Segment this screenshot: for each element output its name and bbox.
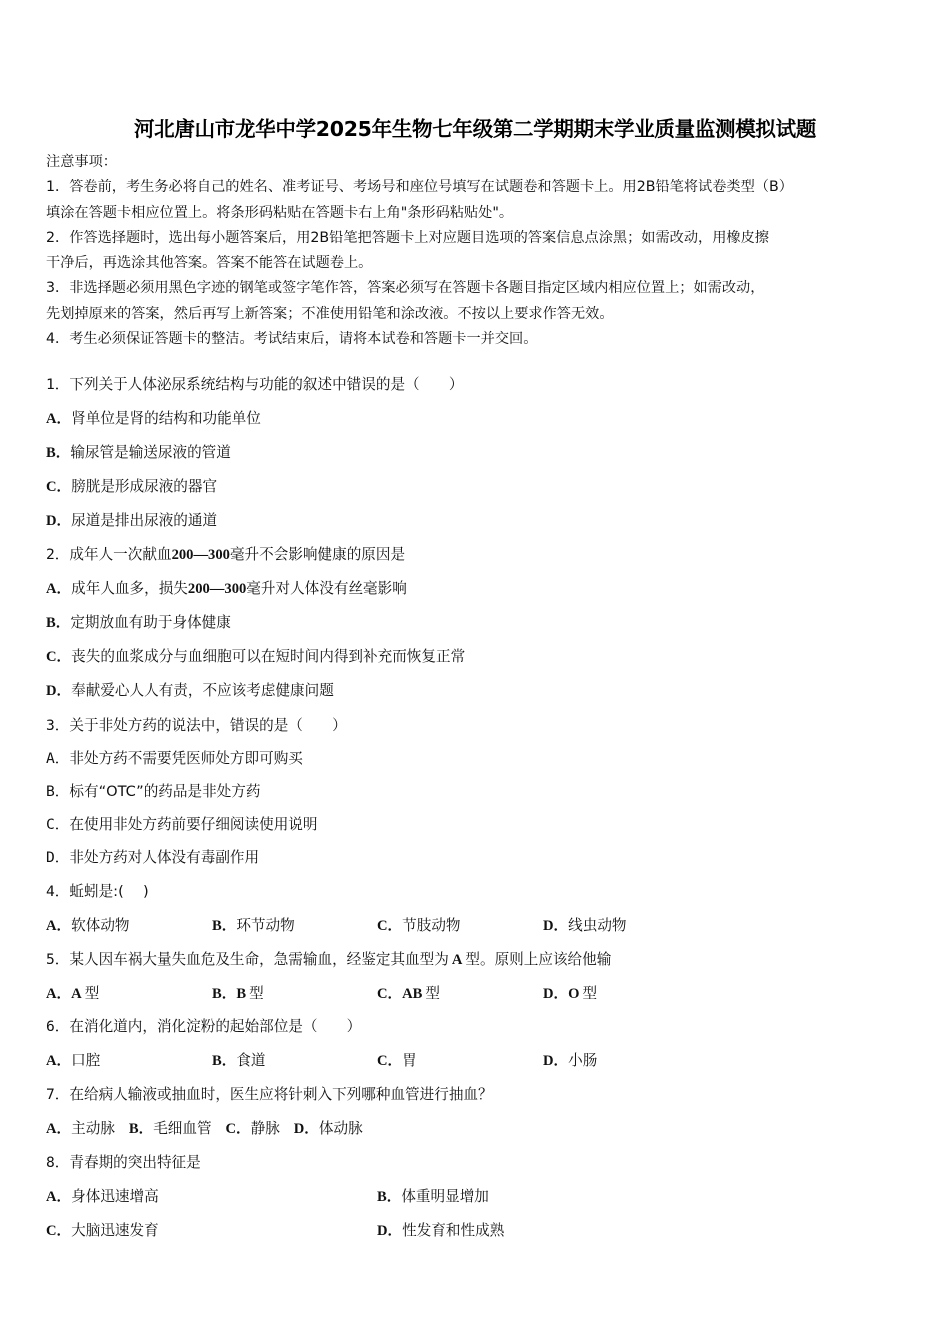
option-text: 毛细血管: [153, 1120, 212, 1137]
option-letter: C．: [46, 479, 72, 495]
option-number-value: 200—300: [187, 581, 247, 597]
option-letter: A．: [46, 1053, 72, 1069]
option-text: 主动脉: [71, 1120, 115, 1137]
option-letter: C．: [46, 816, 70, 833]
question-number: 3．: [46, 717, 70, 734]
question-text: 青春期的突出特征是: [69, 1154, 201, 1171]
options-row: [46, 983, 926, 1005]
option-text: 身体迅速增高: [71, 1188, 159, 1205]
option-code: B: [236, 986, 247, 1002]
option-letter: C．: [377, 986, 403, 1002]
question-text: 在消化道内，消化淀粉的起始部位是（ ）: [69, 1018, 362, 1035]
question-number: 6．: [46, 1018, 70, 1035]
options-row: [46, 1050, 926, 1072]
option-text: 节肢动物: [402, 917, 461, 934]
option-letter: B．: [46, 445, 71, 461]
question-stem: [46, 374, 463, 396]
option-letter: D．: [46, 849, 70, 866]
options-row: [46, 915, 926, 937]
option-letter: C．: [225, 1121, 251, 1137]
option-letter: C．: [377, 918, 403, 934]
option-text: 静脉: [250, 1120, 280, 1137]
option-letter: D．: [543, 1053, 569, 1069]
option-b: [46, 781, 260, 803]
question-text: 在给病人输液或抽血时，医生应将针刺入下列哪种血管进行抽血？: [69, 1086, 493, 1103]
instructions-heading: 注意事项：: [46, 154, 117, 170]
question-number: 5．: [46, 951, 70, 968]
page-title: 河北唐山市龙华中学2025年生物七年级第二学期期末学业质量监测模拟试题: [133, 117, 817, 141]
instructions-section: [46, 150, 926, 352]
option-letter: D．: [46, 513, 72, 529]
option-b: [46, 442, 231, 464]
option-b: [46, 612, 231, 634]
option-text: 小肠: [568, 1052, 598, 1069]
blood-type-value: A: [451, 952, 463, 968]
instruction-line: 填涂在答题卡相应位置上。将条形码粘贴在答题卡右上角"条形码粘贴处"。: [46, 204, 514, 221]
option-text: 膀胱是形成尿液的器官: [71, 478, 218, 495]
option-text: 型: [249, 985, 264, 1002]
option-d: [543, 983, 597, 1005]
question-text: 关于非处方药的说法中，错误的是（ ）: [69, 717, 347, 734]
option-letter: A．: [46, 918, 72, 934]
option-a: [46, 1050, 100, 1072]
option-letter: B．: [212, 986, 237, 1002]
option-letter: D．: [46, 683, 72, 699]
instruction-line: 1．答卷前，考生务必将自己的姓名、准考证号、考场号和座位号填写在试题卷和答题卡上。用2B铅笔将试卷类型（B）: [46, 179, 793, 196]
option-text: 胃: [402, 1052, 417, 1069]
option-text: 体动脉: [318, 1120, 363, 1137]
option-text: 食道: [236, 1052, 266, 1069]
option-b: [212, 1050, 266, 1072]
options-row: [46, 1220, 926, 1242]
option-letter: A．: [46, 411, 72, 427]
option-letter: D．: [543, 918, 569, 934]
question-text: 下列关于人体泌尿系统结构与功能的叙述中错误的是（ ）: [69, 376, 464, 393]
question-text: 毫升不会影响健康的原因是: [229, 546, 406, 563]
option-a: [46, 408, 261, 430]
option-code: O: [568, 986, 580, 1002]
option-a: [46, 915, 130, 937]
option-text: 型: [84, 985, 100, 1002]
question-number: 7．: [46, 1086, 70, 1103]
option-c: [377, 983, 440, 1005]
option-text: 丧失的血浆成分与血细胞可以在短时间内得到补充而恢复正常: [71, 648, 466, 665]
instruction-line: 4．考生必须保证答题卡的整洁。考试结束后，请将本试卷和答题卡一并交回。: [46, 331, 538, 348]
option-code: AB: [402, 986, 423, 1002]
option-text: 成年人血多，损失: [71, 580, 188, 597]
option-text: 体重明显增加: [401, 1188, 489, 1205]
question-stem: [46, 544, 405, 566]
option-letter: D．: [293, 1121, 319, 1137]
option-letter: C．: [46, 1223, 72, 1239]
option-a: [46, 578, 407, 600]
option-letter: C．: [377, 1053, 403, 1069]
option-letter: B．: [128, 1121, 154, 1137]
option-letter: A．: [46, 1189, 72, 1205]
option-c: [46, 476, 217, 498]
question-text: 型。原则上应该给他输: [465, 951, 612, 968]
question-number: 1．: [46, 376, 70, 393]
question-stem: [46, 1152, 201, 1174]
question-stem: [46, 949, 611, 971]
option-c: [377, 1050, 417, 1072]
option-b: [212, 983, 264, 1005]
option-letter: A．: [46, 750, 70, 767]
option-letter: B．: [212, 1053, 237, 1069]
option-a: [46, 748, 303, 770]
option-code: A: [71, 986, 82, 1002]
option-text: 非处方药对人体没有毒副作用: [69, 849, 260, 866]
instruction-line: 干净后，再选涂其他答案。答案不能答在试题卷上。: [46, 255, 373, 272]
option-c: [226, 1120, 280, 1137]
option-d: [46, 510, 217, 532]
option-letter: A．: [46, 581, 72, 597]
question-number: 8．: [46, 1154, 70, 1171]
option-a: [46, 983, 99, 1005]
option-text: 软体动物: [71, 917, 130, 934]
option-text: 环节动物: [236, 917, 295, 934]
option-text: 型: [425, 985, 441, 1002]
question-stem: [46, 715, 347, 737]
option-text: 输尿管是输送尿液的管道: [70, 444, 231, 461]
option-b: [129, 1120, 212, 1137]
option-letter: D．: [543, 986, 569, 1002]
question-stem: [46, 1084, 493, 1106]
option-text: 口腔: [71, 1052, 101, 1069]
option-text: 奉献爱心人人有责，不应该考虑健康问题: [71, 682, 334, 699]
option-text: 线虫动物: [568, 917, 627, 934]
instruction-line: 先划掉原来的答案，然后再写上新答案；不准使用铅笔和涂改液。不按以上要求作答无效。: [46, 305, 614, 322]
question-number: 4．: [46, 883, 70, 900]
option-d: [377, 1220, 504, 1242]
options-row: [46, 1118, 363, 1140]
option-a: [46, 1186, 159, 1208]
option-c: [46, 1220, 159, 1242]
question-stem: [46, 881, 149, 903]
option-text: 大脑迅速发育: [71, 1222, 159, 1239]
option-c: [46, 814, 318, 836]
option-text: 在使用非处方药前要仔细阅读使用说明: [69, 816, 318, 833]
option-a: [46, 1120, 115, 1137]
option-text: 尿道是排出尿液的通道: [71, 512, 218, 529]
option-letter: A．: [46, 1121, 72, 1137]
option-letter: B．: [212, 918, 237, 934]
question-text: 某人因车祸大量失血危及生命，急需输血，经鉴定其血型为: [69, 951, 449, 968]
option-text: 毫升对人体没有丝毫影响: [246, 580, 407, 597]
question-text: 成年人一次献血: [69, 546, 172, 563]
question-number: 2．: [46, 546, 70, 563]
option-b: [377, 1186, 489, 1208]
option-text: 定期放血有助于身体健康: [70, 614, 231, 631]
question-number-value: 200—300: [171, 547, 230, 563]
question-stem: [46, 1016, 361, 1038]
option-letter: A．: [46, 986, 72, 1002]
option-c: [377, 915, 461, 937]
option-letter: D．: [377, 1223, 403, 1239]
option-letter: C．: [46, 649, 72, 665]
options-row: [46, 1186, 926, 1208]
option-letter: B．: [46, 783, 70, 800]
option-text: 标有“OTC”的药品是非处方药: [69, 783, 261, 800]
instruction-line: 3．非选择题必须用黑色字迹的钢笔或签字笔作答，答案必须写在答题卡各题目指定区域内相应位置上；如需改动，: [46, 280, 765, 297]
option-d: [294, 1120, 363, 1137]
option-text: 性发育和性成熟: [402, 1222, 505, 1239]
question-text: 蚯蚓是:( ): [69, 883, 149, 900]
instruction-line: 2．作答选择题时，选出每小题答案后，用2B铅笔把答题卡上对应题目选项的答案信息点涂黑；如需改动，用橡皮擦: [46, 229, 769, 246]
option-d: [46, 847, 259, 869]
option-letter: B．: [377, 1189, 402, 1205]
option-d: [543, 915, 627, 937]
option-d: [543, 1050, 597, 1072]
option-b: [212, 915, 295, 937]
option-d: [46, 680, 334, 702]
option-text: 型: [582, 985, 598, 1002]
option-text: 肾单位是肾的结构和功能单位: [71, 410, 261, 427]
option-c: [46, 646, 465, 668]
option-letter: B．: [46, 615, 71, 631]
option-text: 非处方药不需要凭医师处方即可购买: [69, 750, 303, 767]
